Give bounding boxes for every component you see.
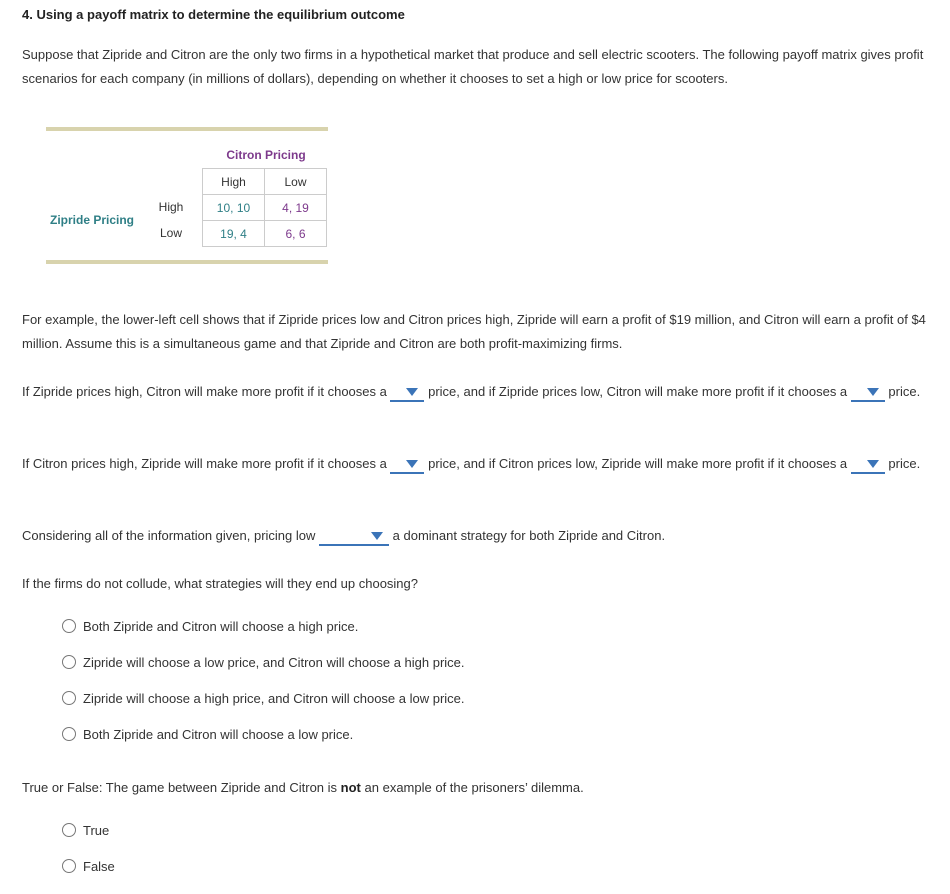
intro-text: Suppose that Zipride and Citron are the only two firms in a hypothetical market that produce and sell electric scooters. The following payoff matrix gives profit scenarios for each company (in millions of dollars), depending on whether it chooses to set a high or low price for scooters. (22, 47, 924, 86)
zipride-payoff: 6 (285, 226, 293, 241)
payoff-separator: , (233, 226, 241, 241)
q4-option-2[interactable] (62, 652, 465, 672)
chevron-down-icon (867, 460, 879, 468)
zipride-payoff: 19 (220, 226, 234, 241)
q1-dropdown-1[interactable] (390, 382, 424, 402)
question-dominant-strategy (22, 524, 932, 548)
q4-option-2-label: Zipride will choose a low price, and Citron will choose a high price. (83, 654, 465, 670)
chevron-down-icon (406, 460, 418, 468)
q3-text-2: a dominant strategy for both Zipride and Citron. (392, 528, 666, 543)
col-label-low: Low (265, 169, 327, 195)
radio-button[interactable] (62, 655, 76, 669)
example-text: For example, the lower-left cell shows that if Zipride prices low and Citron prices high, Zipride will earn a profit of $19 million, and Citron will earn a profit of $4 million. Assume this is a simultaneous game and that Zipride and Citron are both profit-maximizing firms. (22, 312, 926, 351)
citron-payoff: 4 (240, 226, 247, 241)
payoff-cell-high-high (203, 195, 265, 221)
q1-text-2: price, and if Zipride prices low, Citron will make more profit if it chooses a (428, 384, 848, 399)
radio-button[interactable] (62, 859, 76, 873)
q5-option-false[interactable] (62, 856, 115, 876)
payoff-cell-low-high (203, 221, 265, 247)
chevron-down-icon (867, 388, 879, 396)
q5-text-emphasis: not (340, 780, 361, 795)
q1-text-3: price. (888, 384, 921, 399)
question-zipride-response (22, 452, 932, 476)
q5-option-true-label: True (83, 822, 110, 838)
citron-payoff: 19 (295, 200, 309, 215)
zipride-payoff: 4 (282, 200, 289, 215)
chevron-down-icon (406, 388, 418, 396)
payoff-separator: , (288, 200, 296, 215)
question-collusion (22, 572, 932, 596)
q4-option-4-label: Both Zipride and Citron will choose a low price. (83, 726, 354, 742)
payoff-cell-low-low (265, 221, 327, 247)
zipride-pricing-header: Zipride Pricing (50, 213, 135, 227)
q2-dropdown-2[interactable] (851, 454, 885, 474)
payoff-separator: , (230, 200, 237, 215)
zipride-payoff: 10 (216, 200, 231, 215)
row-label-low: Low (159, 226, 182, 240)
citron-pricing-header: Citron Pricing (226, 148, 306, 162)
radio-button[interactable] (62, 823, 76, 837)
question-title: 4. Using a payoff matrix to determine the equilibrium outcome (22, 7, 405, 22)
q4-option-1-label: Both Zipride and Citron will choose a high price. (83, 618, 359, 634)
q2-text-2: price, and if Citron prices low, Zipride will make more profit if it chooses a (428, 456, 848, 471)
q2-dropdown-1[interactable] (390, 454, 424, 474)
q5-text-pre: True or False: The game between Zipride and Citron is (22, 780, 338, 795)
row-label-high: High (158, 200, 184, 214)
col-label-high: High (203, 169, 265, 195)
payoff-separator: , (292, 226, 299, 241)
q5-option-true[interactable] (62, 820, 109, 840)
q4-option-1[interactable] (62, 616, 358, 636)
citron-payoff: 6 (298, 226, 306, 241)
q4-question-text: If the firms do not collude, what strategies will they end up choosing? (22, 576, 418, 591)
chevron-down-icon (371, 532, 383, 540)
q5-text-post: an example of the prisoners’ dilemma. (364, 780, 584, 795)
radio-button[interactable] (62, 619, 76, 633)
payoff-cell-high-low (265, 195, 327, 221)
matrix-top-border (46, 127, 328, 131)
citron-payoff: 10 (236, 200, 251, 215)
q4-option-4[interactable] (62, 724, 353, 744)
q2-text-3: price. (888, 456, 921, 471)
payoff-grid (202, 168, 327, 247)
matrix-bottom-border (46, 260, 328, 264)
q3-dropdown[interactable] (319, 526, 389, 546)
q3-text-1: Considering all of the information given, pricing low (22, 528, 316, 543)
payoff-matrix (46, 127, 328, 264)
q4-option-3[interactable] (62, 688, 465, 708)
radio-button[interactable] (62, 727, 76, 741)
q4-option-3-label: Zipride will choose a high price, and Citron will choose a low price. (83, 690, 465, 706)
intro-paragraph (22, 43, 932, 91)
question-citron-response (22, 380, 932, 404)
question-prisoners-dilemma (22, 776, 932, 800)
example-paragraph (22, 308, 932, 356)
q5-option-false-label: False (83, 858, 115, 874)
q2-text-1: If Citron prices high, Zipride will make more profit if it chooses a (22, 456, 387, 471)
q1-dropdown-2[interactable] (851, 382, 885, 402)
q1-text-1: If Zipride prices high, Citron will make more profit if it chooses a (22, 384, 387, 399)
radio-button[interactable] (62, 691, 76, 705)
